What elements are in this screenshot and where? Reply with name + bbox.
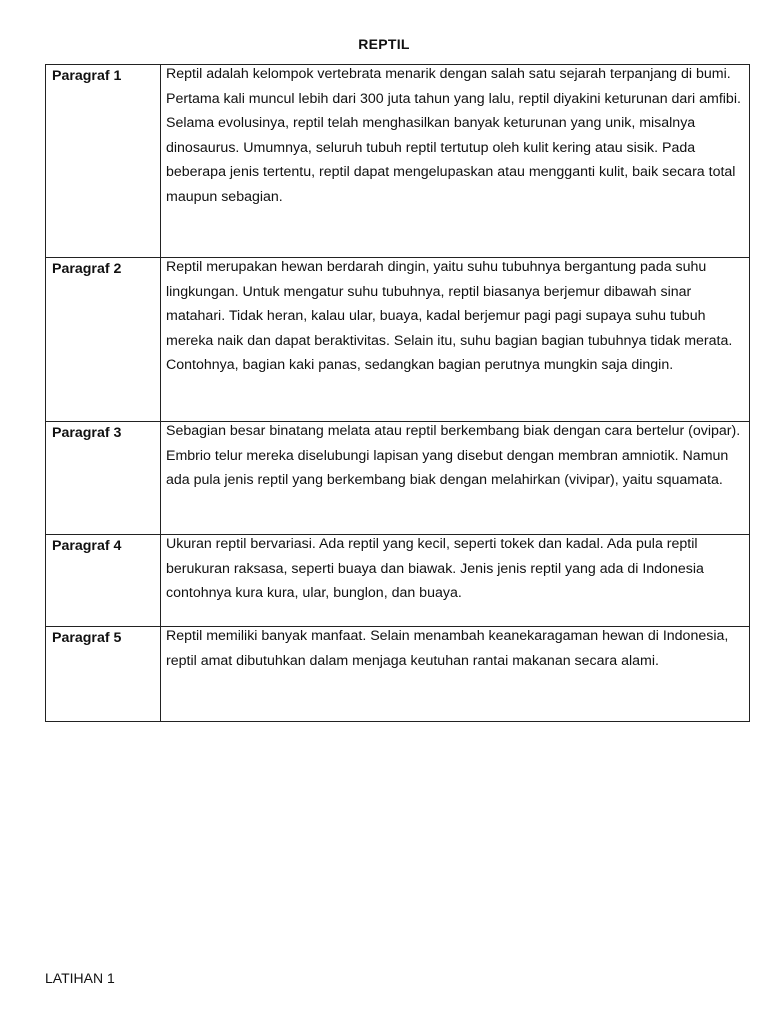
footer-label: LATIHAN 1 xyxy=(45,970,115,986)
paragraph-text: Sebagian besar binatang melata atau reptil berkembang biak dengan cara bertelur (ovipar). Embrio telur mereka diselubungi lapisan yang disebut dengan membran amniotik. Namun ada pula jenis reptil yang berkembang biak dengan melahirkan (vivipar), yaitu squamata. xyxy=(166,423,741,488)
paragraph-text: Reptil memiliki banyak manfaat. Selain menambah keanekaragaman hewan di Indonesia, reptil amat dibutuhkan dalam menjaga keutuhan rantai makanan secara alami. xyxy=(166,628,729,669)
row-text-cell xyxy=(161,422,750,535)
row-text-cell xyxy=(161,535,750,627)
row-text-cell xyxy=(161,258,750,422)
paragraph-text: Ukuran reptil bervariasi. Ada reptil yang kecil, seperti tokek dan kadal. Ada pula reptil berukuran raksasa, seperti buaya dan biawak. Jenis jenis reptil yang ada di Indonesia contohnya kura kura, ular, bunglon, dan buaya. xyxy=(166,536,704,601)
row-label-cell xyxy=(46,422,161,535)
row-label-cell xyxy=(46,258,161,422)
table-row xyxy=(46,627,750,722)
table-row xyxy=(46,65,750,258)
row-label: Paragraf 2 xyxy=(52,261,122,277)
table-row xyxy=(46,422,750,535)
paragraph-text: Reptil adalah kelompok vertebrata menarik dengan salah satu sejarah terpanjang di bumi. Pertama kali muncul lebih dari 300 juta tahun yang lalu, reptil diyakini keturunan dari amfibi. Selama evolusinya, reptil telah menghasilkan banyak keturunan yang unik, misalnya dinosaurus. Umumnya, seluruh tubuh reptil tertutup oleh kulit kering atau sisik. Pada beberapa jenis tertentu, reptil dapat mengelupaskan atau mengganti kulit, baik secara total maupun sebagian. xyxy=(166,66,741,205)
row-label: Paragraf 5 xyxy=(52,630,122,646)
row-label-cell xyxy=(46,65,161,258)
paragraph-table xyxy=(45,64,750,722)
paragraph-text: Reptil merupakan hewan berdarah dingin, yaitu suhu tubuhnya bergantung pada suhu lingkungan. Untuk mengatur suhu tubuhnya, reptil biasanya berjemur dibawah sinar matahari. Tidak heran, kalau ular, buaya, kadal berjemur pagi pagi supaya suhu tubuh mereka naik dan dapat beraktivitas. Selain itu, suhu bagian bagian tubuhnya tidak merata. Contohnya, bagian kaki panas, sedangkan bagian perutnya mungkin saja dingin. xyxy=(166,259,733,373)
row-label: Paragraf 4 xyxy=(52,538,122,554)
row-text-cell xyxy=(161,65,750,258)
table-row xyxy=(46,535,750,627)
row-label-cell xyxy=(46,535,161,627)
row-label: Paragraf 3 xyxy=(52,425,122,441)
row-label: Paragraf 1 xyxy=(52,68,122,84)
row-label-cell xyxy=(46,627,161,722)
row-text-cell xyxy=(161,627,750,722)
document-title: REPTIL xyxy=(358,36,410,52)
table-row xyxy=(46,258,750,422)
